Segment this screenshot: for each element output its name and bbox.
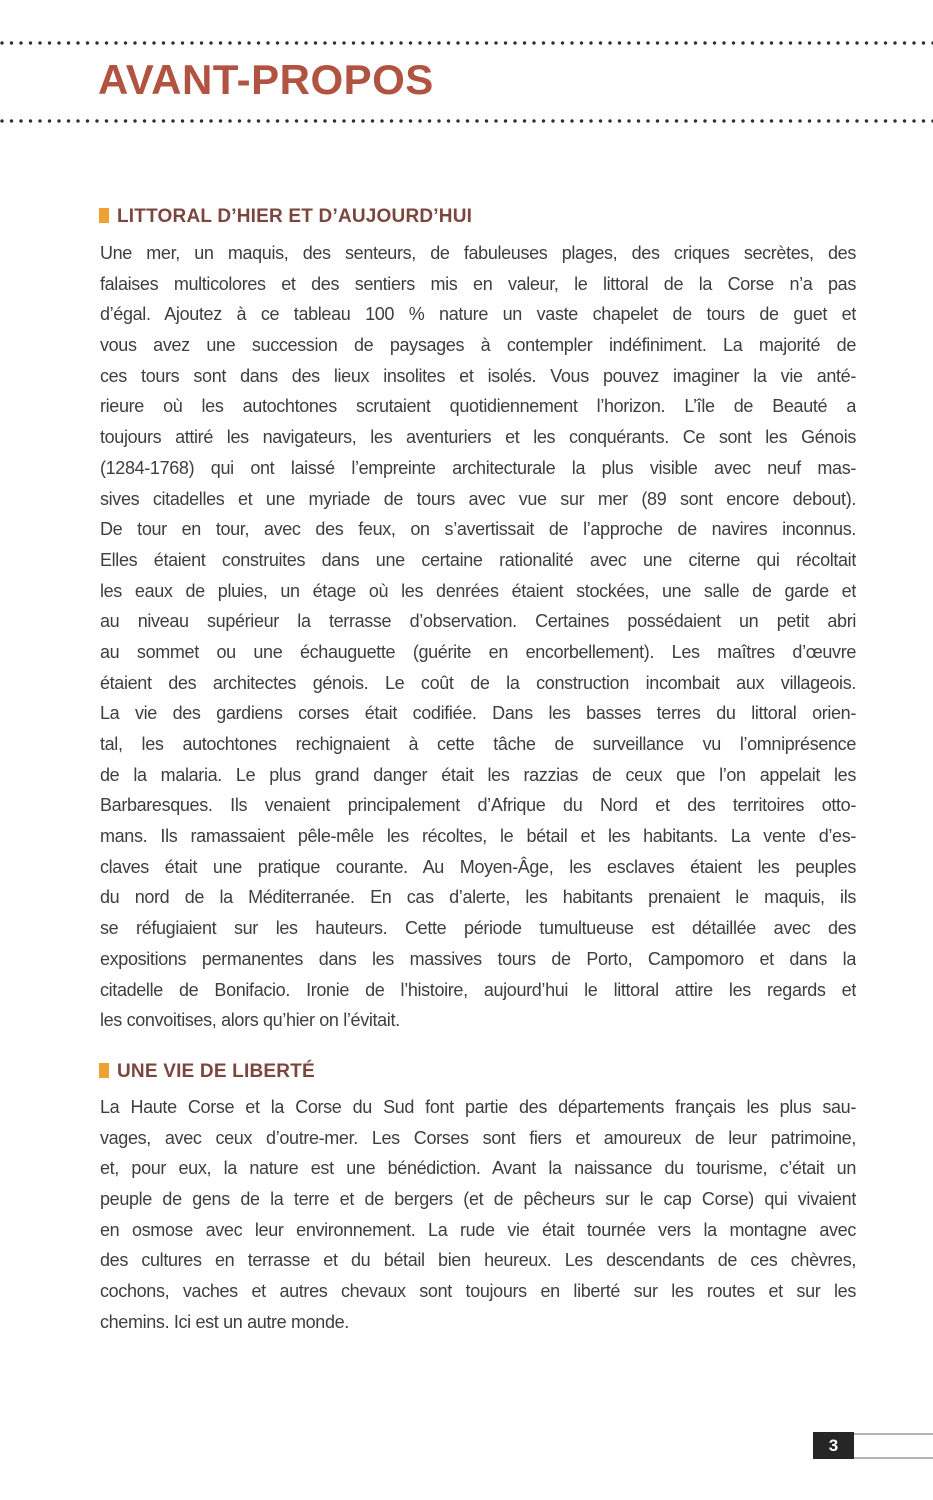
paragraph-liberte: [100, 1092, 856, 1338]
text-line: expositions permanentes dans les massives tours de Porto, Campomoro et dans la: [100, 948, 856, 969]
text-line: chemins. Ici est un autre monde.: [100, 1311, 349, 1332]
page-title: AVANT-PROPOS: [98, 56, 434, 103]
text-line: peuple de gens de la terre et de bergers (et de pêcheurs sur le cap Corse) qui vivaient: [100, 1189, 856, 1210]
text-line: ces tours sont dans des lieux insolites et isolés. Vous pouvez imaginer la vie anté-: [100, 365, 856, 386]
text-line: du nord de la Méditerranée. En cas d’alerte, les habitants prenaient le maquis, ils: [100, 887, 856, 908]
text-line: citadelle de Bonifacio. Ironie de l’histoire, aujourd’hui le littoral attire les regards et: [100, 979, 856, 1000]
section-heading-liberte: [99, 1061, 856, 1083]
text-line: claves était une pratique courante. Au Moyen-Âge, les esclaves étaient les peuples: [100, 856, 856, 877]
text-line: au sommet ou une échauguette (guérite en encorbellement). Les maîtres d’œuvre: [100, 641, 856, 662]
text-line: vous avez une succession de paysages à contempler indéfiniment. La majorité de: [100, 335, 856, 356]
dotted-rule-top: [0, 41, 933, 45]
text-line: La Haute Corse et la Corse du Sud font partie des départements français les plus sau-: [100, 1097, 856, 1117]
text-line: de la malaria. Le plus grand danger était les razzias de ceux que l’on appelait les: [100, 764, 856, 785]
text-line: sives citadelles et une myriade de tours avec vue sur mer (89 sont encore debout).: [100, 488, 856, 509]
text-line: Elles étaient construites dans une certaine rationalité avec une citerne qui récoltait: [100, 549, 856, 570]
text-line: en osmose avec leur environnement. La rude vie était tournée vers la montagne avec: [100, 1219, 856, 1240]
section-heading-label: UNE VIE DE LIBERTÉ: [117, 1061, 315, 1082]
section-heading-littoral: [99, 206, 856, 228]
text-line: cochons, vaches et autres chevaux sont toujours en liberté sur les routes et sur les: [100, 1281, 856, 1302]
text-line: (1284-1768) qui ont laissé l’empreinte architecturale la plus visible avec neuf mas-: [100, 457, 856, 478]
orange-square-bullet-icon: [99, 1063, 109, 1078]
text-line: étaient des architectes génois. Le coût de la construction incombait aux villageois.: [100, 672, 856, 693]
text-line: au niveau supérieur la terrasse d’observation. Certaines possédaient un petit abri: [100, 611, 856, 632]
text-line: La vie des gardiens corses était codifiée. Dans les basses terres du littoral orien-: [100, 703, 856, 724]
text-line: Barbaresques. Ils venaient principalement d’Afrique du Nord et des territoires otto-: [100, 795, 856, 816]
text-line: se réfugiaient sur les hauteurs. Cette période tumultueuse est détaillée avec des: [100, 918, 856, 939]
text-line: des cultures en terrasse et du bétail bien heureux. Les descendants de ces chèvres,: [100, 1250, 856, 1271]
dotted-rule-under-title: [0, 119, 933, 123]
paragraph-littoral: [100, 238, 856, 1036]
text-line: Une mer, un maquis, des senteurs, de fabuleuses plages, des criques secrètes, des: [100, 243, 856, 263]
text-line: les convoitises, alors qu’hier on l’évitait.: [100, 1010, 400, 1031]
text-line: vages, avec ceux d’outre-mer. Les Corses sont fiers et amoureux de leur patrimoine,: [100, 1127, 856, 1148]
orange-square-bullet-icon: [99, 208, 109, 223]
section-heading-label: LITTORAL D’HIER ET D’AUJOURD’HUI: [117, 206, 473, 227]
text-line: les eaux de pluies, un étage où les denrées étaient stockées, une salle de garde et: [100, 580, 856, 601]
text-line: falaises multicolores et des sentiers mis en valeur, le littoral de la Corse n’a pas: [100, 273, 856, 294]
text-line: mans. Ils ramassaient pêle-mêle les récoltes, le bétail et les habitants. La vente d’es-: [100, 826, 856, 847]
text-line: et, pour eux, la nature est une bénédiction. Avant la naissance du tourisme, c’était un: [100, 1158, 856, 1179]
text-line: toujours attiré les navigateurs, les aventuriers et les conquérants. Ce sont les Génois: [100, 427, 856, 448]
text-line: tal, les autochtones rechignaient à cette tâche de surveillance vu l’omniprésence: [100, 734, 856, 754]
text-line: d’égal. Ajoutez à ce tableau 100 % nature un vaste chapelet de tours de guet et: [100, 304, 856, 325]
text-line: De tour en tour, avec des feux, on s’avertissait de l’approche de navires inconnus.: [100, 519, 856, 540]
text-line: rieure où les autochtones scrutaient quotidiennement l’horizon. L’île de Beauté a: [100, 396, 856, 417]
page-number-badge: 3: [813, 1432, 854, 1459]
